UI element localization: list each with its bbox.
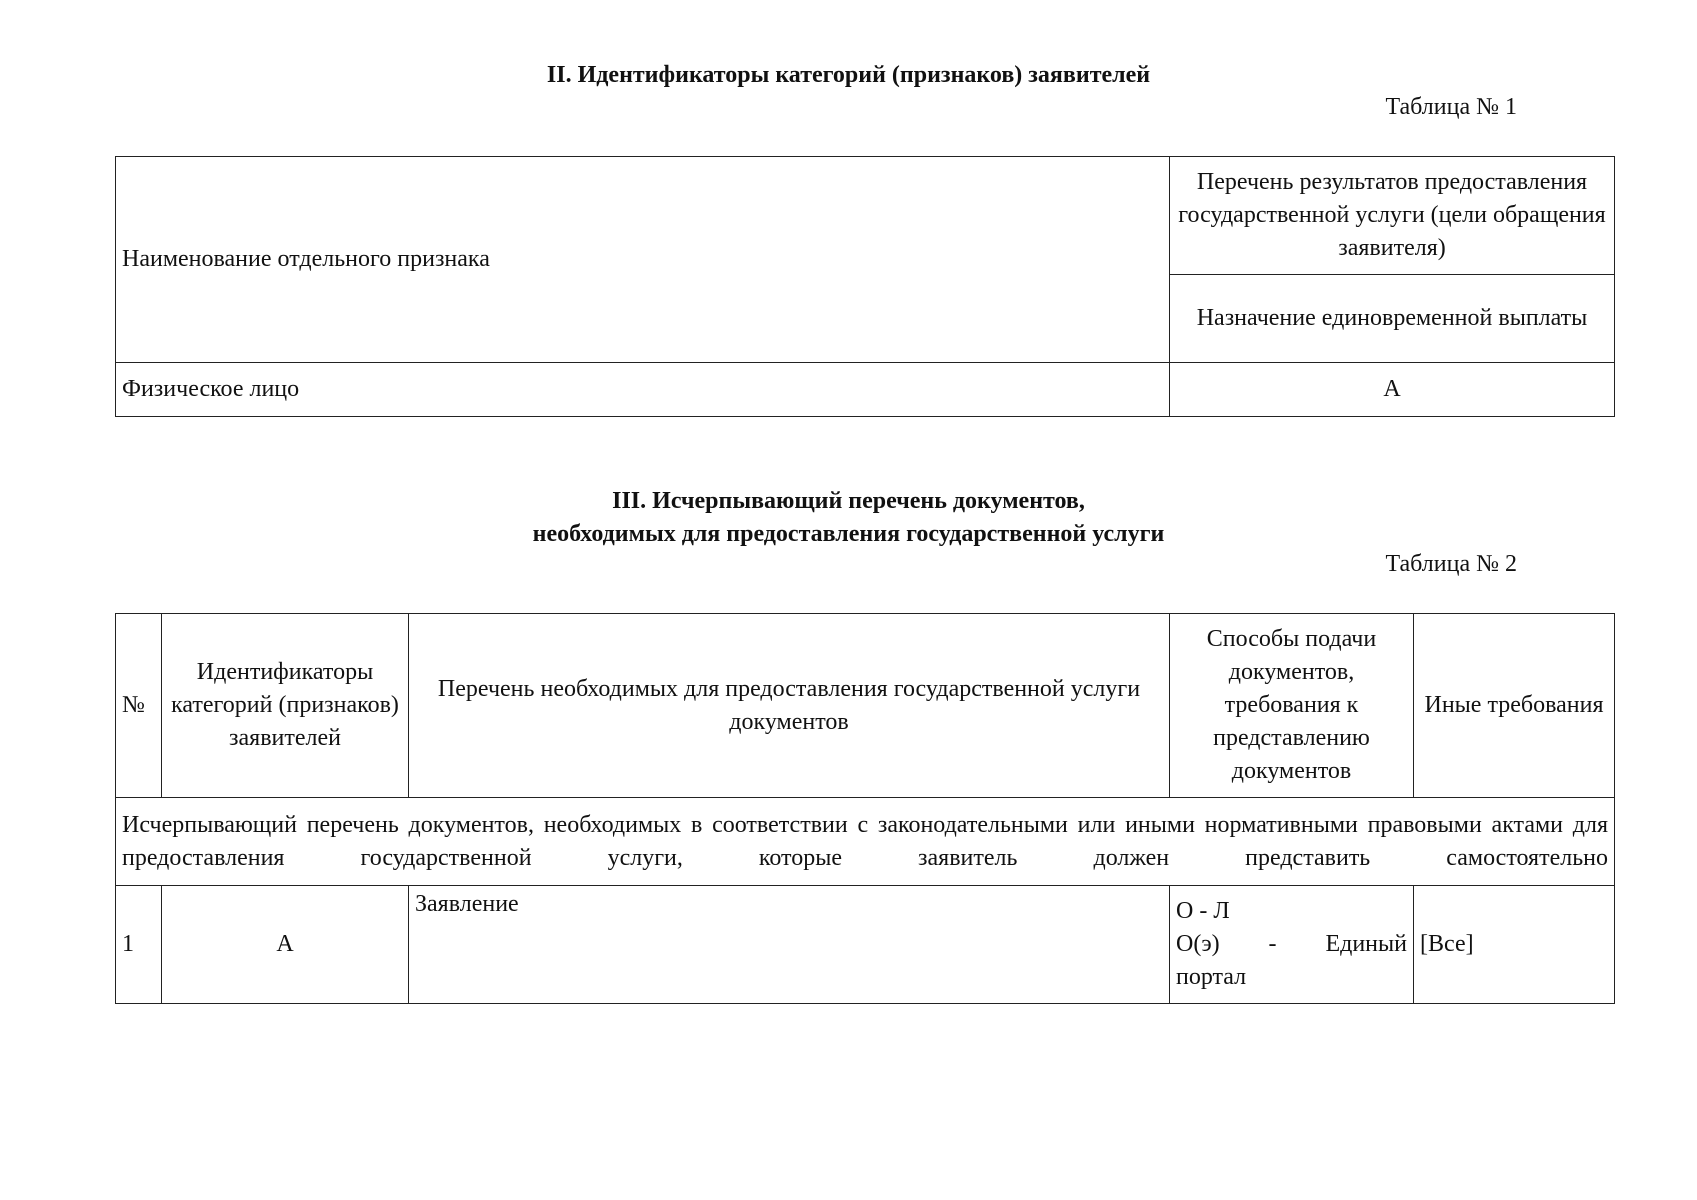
table2-header-num: №	[116, 614, 162, 798]
table2-header-identifiers: Идентификаторы категорий (признаков) заявителей	[162, 614, 409, 798]
table2-cell-num: 1	[116, 886, 162, 1004]
method-line2-part-a: О(э)	[1176, 931, 1220, 957]
table2-cell-document: Заявление	[409, 886, 1170, 1004]
table-1	[115, 156, 1615, 417]
table-row	[116, 886, 1615, 1004]
method-line2-part-c: Единый	[1325, 931, 1407, 957]
method-line1: О - Л	[1176, 898, 1230, 924]
table1-header-feature-name: Наименование отдельного признака	[116, 157, 1170, 363]
table2-cell-methods	[1170, 886, 1414, 1004]
table1-cell-value: А	[1170, 363, 1615, 417]
table2-cell-identifier: А	[162, 886, 409, 1004]
table2-label: Таблица № 2	[1385, 551, 1517, 577]
table1-cell-name: Физическое лицо	[116, 363, 1170, 417]
table1-subheader-purpose: Назначение единовременной выплаты	[1170, 275, 1615, 363]
table2-header-other: Иные требования	[1414, 614, 1615, 798]
method-line2	[1176, 928, 1407, 961]
table-2	[115, 613, 1615, 1004]
section3-title-line2: необходимых для предоставления государственной услуги	[532, 521, 1165, 547]
table2-cell-other: [Все]	[1414, 886, 1615, 1004]
section3-title-line1: III. Исчерпывающий перечень документов,	[612, 488, 1085, 514]
table1-label: Таблица № 1	[1385, 94, 1517, 120]
table2-section-row: Исчерпывающий перечень документов, необходимых в соответствии с законодательными или иными нормативными правовыми актами для предоставления государственной услуги, которые заявитель должен представить самостоятельно	[116, 798, 1615, 886]
table1-header-results: Перечень результатов предоставления государственной услуги (цели обращения заявителя)	[1170, 157, 1615, 275]
method-line3: портал	[1176, 964, 1247, 990]
table2-header-methods: Способы подачи документов, требования к представлению документов	[1170, 614, 1414, 798]
section2-title: II. Идентификаторы категорий (признаков) заявителей	[546, 62, 1151, 88]
table-row	[116, 363, 1615, 417]
method-line2-part-b: -	[1268, 931, 1277, 957]
table2-header-documents: Перечень необходимых для предоставления государственной услуги документов	[409, 614, 1170, 798]
